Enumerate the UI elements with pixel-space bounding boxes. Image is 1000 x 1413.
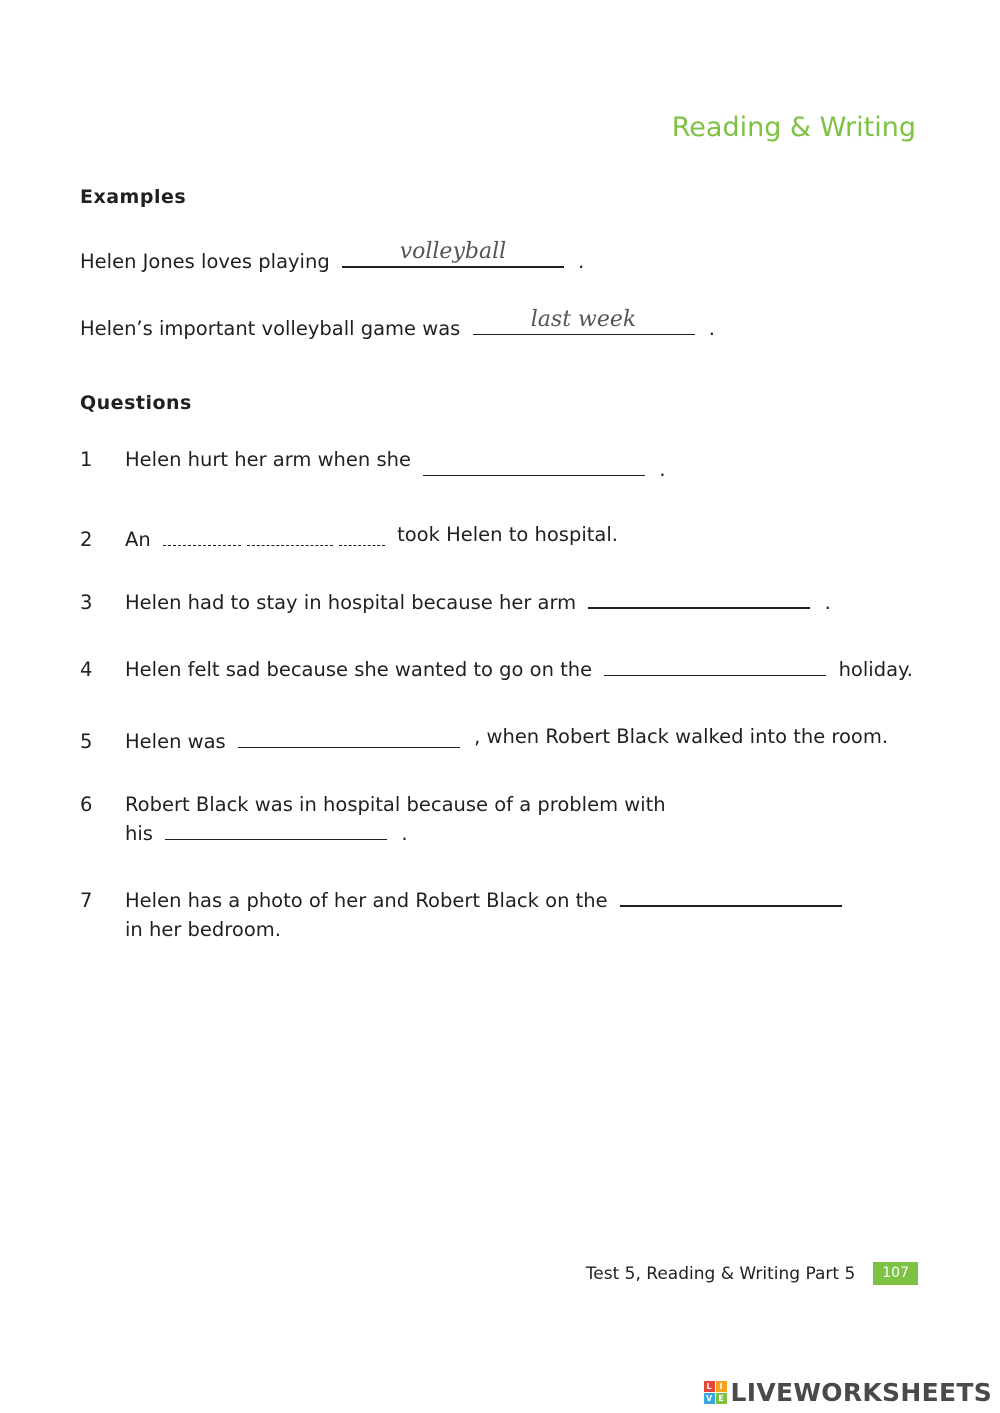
question-7 (80, 889, 842, 912)
question-1 (80, 448, 666, 481)
question-2-answer-blank-2[interactable] (247, 544, 333, 546)
example-1-text: Helen Jones loves playing (80, 250, 330, 273)
question-number: 3 (80, 591, 93, 614)
question-3 (80, 591, 831, 614)
question-text: Helen has a photo of her and Robert Black on the (125, 889, 608, 912)
question-text-after: holiday. (838, 658, 913, 681)
liveworksheets-logo (704, 1378, 992, 1407)
example-2-text: Helen’s important volleyball game was (80, 317, 461, 340)
question-4-answer-blank[interactable] (604, 674, 826, 676)
question-5-answer-blank[interactable] (238, 746, 460, 748)
question-text: in her bedroom. (125, 918, 281, 941)
question-text: Robert Black was in hospital because of a problem with (125, 793, 666, 816)
example-1-period: . (578, 250, 585, 273)
question-text: Helen had to stay in hospital because her arm (125, 591, 577, 614)
examples-heading: Examples (80, 186, 187, 208)
question-number: 4 (80, 658, 93, 681)
example-1-answer: volleyball (399, 239, 507, 264)
question-2-answer-blank-1[interactable] (163, 544, 241, 546)
page-title: Reading & Writing (671, 112, 916, 143)
page-footer (586, 1262, 918, 1285)
logo-letter-i: I (716, 1381, 727, 1392)
logo-letter-l: L (704, 1381, 715, 1392)
question-1-answer-blank[interactable] (423, 474, 645, 476)
question-number: 1 (80, 448, 93, 471)
question-text-after: took Helen to hospital. (397, 523, 618, 546)
question-number: 2 (80, 528, 93, 551)
question-number: 5 (80, 730, 93, 753)
example-2-answer: last week (530, 307, 637, 332)
question-number: 7 (80, 889, 93, 912)
page-number: 107 (873, 1262, 918, 1285)
question-2 (80, 523, 618, 551)
questions-heading: Questions (80, 392, 192, 414)
question-period: . (824, 591, 831, 614)
question-4 (80, 658, 913, 681)
logo-letter-e: E (716, 1393, 727, 1404)
footer-text: Test 5, Reading & Writing Part 5 (585, 1263, 856, 1284)
question-text: An (125, 528, 151, 551)
question-6-line-2 (125, 822, 408, 845)
question-7-answer-blank[interactable] (620, 904, 842, 907)
question-7-line-2 (125, 918, 281, 941)
question-5 (80, 725, 889, 753)
example-1-answer-blank (342, 239, 564, 268)
question-text: Helen hurt her arm when she (125, 448, 411, 471)
example-2-period: . (708, 317, 715, 340)
question-text: Helen felt sad because she wanted to go on the (125, 658, 593, 681)
question-period: . (401, 822, 408, 845)
question-6-answer-blank[interactable] (165, 838, 387, 840)
example-1 (80, 239, 585, 273)
question-3-answer-blank[interactable] (588, 606, 810, 609)
example-2-answer-blank (473, 307, 695, 335)
logo-letter-v: V (704, 1393, 715, 1404)
question-text: his (125, 822, 153, 845)
question-2-answer-blank-3[interactable] (339, 544, 385, 546)
logo-icon (704, 1381, 727, 1404)
question-text: Helen was (125, 730, 226, 753)
logo-text: LIVEWORKSHEETS (730, 1378, 992, 1407)
example-2 (80, 307, 715, 340)
question-period: . (659, 458, 666, 481)
question-text-after: , when Robert Black walked into the room. (474, 725, 889, 748)
question-6 (80, 793, 666, 816)
question-number: 6 (80, 793, 93, 816)
